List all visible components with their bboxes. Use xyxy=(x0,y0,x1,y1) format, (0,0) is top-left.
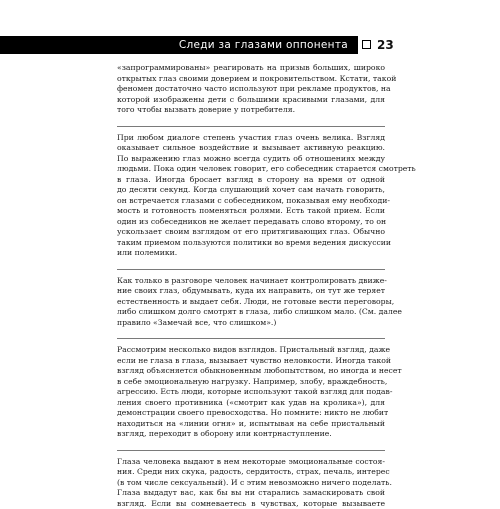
running-header xyxy=(0,36,500,54)
page-number: 23 xyxy=(377,37,394,53)
text-line: которой изображены дети с большими красивыми глазами, для xyxy=(117,95,385,106)
text-line: либо слишком долго смотрят в глаза, либо слишком мало. (См. далее xyxy=(117,307,385,318)
text-line: правило «Замечай все, что слишком».) xyxy=(117,318,385,329)
text-line: демонстрации своего превосходства. Но помните: никто не любит xyxy=(117,408,385,419)
text-line: один из собеседников не желает передавать слово второму, то он xyxy=(117,217,385,228)
paragraph xyxy=(117,338,385,440)
text-line: Как только в разговоре человек начинает контролировать движе- xyxy=(117,276,385,287)
text-line: ускользает своим взглядом от его притягивающих глаз. Обычно xyxy=(117,227,385,238)
text-line: он встречается глазами с собеседником, показывая ему необходи- xyxy=(117,196,385,207)
body-text xyxy=(117,63,385,509)
paragraph xyxy=(117,126,385,259)
text-line: естественность и выдает себя. Люди, не готовые вести переговоры, xyxy=(117,297,385,308)
text-line: открытых глаз своими доверием и покровительством. Кстати, такой xyxy=(117,74,385,85)
text-line: оказывает сильное воздействие и вызывает активную реакцию. xyxy=(117,143,385,154)
text-line: мость и готовность поменяться ролями. Есть такой прием. Если xyxy=(117,206,385,217)
text-line: Глаза выдадут вас, как бы вы ни старались замаскировать свой xyxy=(117,488,385,499)
text-line: в себе эмоциональную нагрузку. Например, злобу, враждебность, xyxy=(117,377,385,388)
square-marker-icon xyxy=(362,40,371,49)
paragraph xyxy=(117,63,385,116)
text-line: ния. Среди них скука, радость, сердитость, страх, печаль, интерес xyxy=(117,467,385,478)
text-line: (в том числе сексуальный). И с этим невозможно ничего поделать. xyxy=(117,478,385,489)
text-line: феномен достаточно часто используют при рекламе продуктов, на xyxy=(117,84,385,95)
text-line: взгляд объясняется обыкновенным любопытством, но иногда и несет xyxy=(117,366,385,377)
text-line: Глаза человека выдают в нем некоторые эмоциональные состоя- xyxy=(117,457,385,468)
text-line: По выражению глаз можно всегда судить об отношениях между xyxy=(117,154,385,165)
text-line: того чтобы вызвать доверие у потребителя. xyxy=(117,105,385,116)
text-line: агрессию. Есть люди, которые используют такой взгляд для подав- xyxy=(117,387,385,398)
text-line: взгляд, переходит в оборону или контрнаступление. xyxy=(117,429,385,440)
text-line: в глаза. Иногда бросает взгляд в сторону на время от одной xyxy=(117,175,385,186)
text-line: или полемики. xyxy=(117,248,385,259)
text-line: взгляд. Если вы сомневаетесь в чувствах, которые вызываете xyxy=(117,499,385,509)
text-line: находиться на «линии огня» и, испытывая на себе пристальный xyxy=(117,419,385,430)
text-line: таким приемом пользуются политики во время ведения дискуссии xyxy=(117,238,385,249)
text-line: Рассмотрим несколько видов взглядов. Пристальный взгляд, даже xyxy=(117,345,385,356)
text-line: если не глаза в глаза, вызывает чувство неловкости. Иногда такой xyxy=(117,356,385,367)
text-line: «запрограммированы» реагировать на призыв больших, широко xyxy=(117,63,385,74)
paragraph xyxy=(117,450,385,509)
text-line: ления своего противника («смотрит как удав на кролика»), для xyxy=(117,398,385,409)
text-line: до десяти секунд. Когда слушающий хочет сам начать говорить, xyxy=(117,185,385,196)
text-line: При любом диалоге степень участия глаз очень велика. Взгляд xyxy=(117,133,385,144)
text-line: ние своих глаз, обдумывать, куда их направить, он тут же теряет xyxy=(117,286,385,297)
paragraph xyxy=(117,269,385,329)
header-bar xyxy=(0,36,358,54)
chapter-title: Следи за глазами оппонента xyxy=(179,38,348,52)
text-line: людьми. Пока один человек говорит, его собеседник старается смотреть xyxy=(117,164,385,175)
